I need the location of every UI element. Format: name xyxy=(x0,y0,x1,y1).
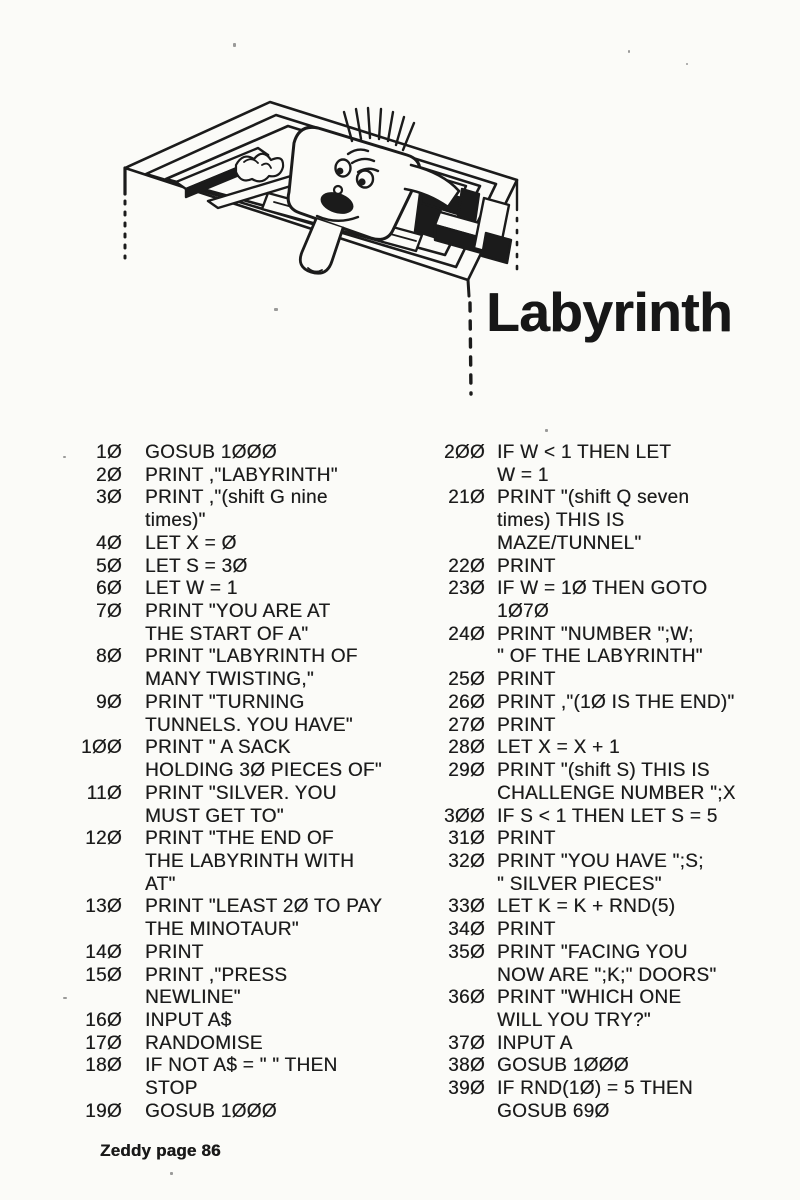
code-row xyxy=(420,1010,736,1033)
line-number xyxy=(60,806,122,829)
line-number: 3ØØ xyxy=(443,805,485,827)
code-row xyxy=(420,896,736,919)
line-number xyxy=(60,874,122,897)
code-text: IF NOT A$ = " " THEN xyxy=(145,1055,338,1077)
code-text: times)" xyxy=(145,510,206,532)
code-row xyxy=(60,896,382,919)
line-number xyxy=(60,919,122,942)
code-text: PRINT " A SACK xyxy=(145,737,291,759)
code-text: PRINT xyxy=(497,555,556,577)
code-row xyxy=(60,1078,382,1101)
code-row xyxy=(60,737,382,760)
code-text: GOSUB 1ØØØ xyxy=(145,1100,277,1122)
code-text: LET S = 3Ø xyxy=(145,555,248,577)
code-row xyxy=(420,487,736,510)
line-number xyxy=(420,533,485,556)
code-text: INPUT A xyxy=(497,1032,573,1054)
code-row xyxy=(60,556,382,579)
line-number xyxy=(420,965,485,988)
code-row xyxy=(420,692,736,715)
code-row xyxy=(420,556,736,579)
code-row xyxy=(60,828,382,851)
line-number: 32Ø xyxy=(448,850,485,872)
code-text: " OF THE LABYRINTH" xyxy=(497,646,703,668)
code-text: PRINT xyxy=(497,714,556,736)
code-row xyxy=(420,783,736,806)
code-row xyxy=(420,465,736,488)
code-row xyxy=(420,1033,736,1056)
code-text: PRINT "YOU HAVE ";S; xyxy=(497,850,704,872)
code-text: PRINT xyxy=(497,919,556,941)
code-row xyxy=(60,442,382,465)
code-text: THE MINOTAUR" xyxy=(145,919,299,941)
code-row xyxy=(420,760,736,783)
code-text: GOSUB 1ØØØ xyxy=(497,1055,629,1077)
line-number: 4Ø xyxy=(96,532,122,554)
code-row xyxy=(420,646,736,669)
code-row xyxy=(420,942,736,965)
code-row xyxy=(60,601,382,624)
code-text: RANDOMISE xyxy=(145,1032,263,1054)
scan-speck xyxy=(545,429,548,432)
line-number xyxy=(420,465,485,488)
code-row xyxy=(60,1010,382,1033)
line-number: 19Ø xyxy=(85,1100,122,1122)
page-footer: Zeddy page 86 xyxy=(100,1141,221,1160)
code-row xyxy=(60,987,382,1010)
line-number: 27Ø xyxy=(448,714,485,736)
code-text: PRINT "SILVER. YOU xyxy=(145,782,337,804)
code-text: PRINT "TURNING xyxy=(145,691,305,713)
code-row xyxy=(60,1101,382,1124)
code-text: PRINT "THE END OF xyxy=(145,828,334,850)
code-text: MANY TWISTING," xyxy=(145,669,314,691)
line-number: 39Ø xyxy=(448,1078,485,1100)
code-row xyxy=(420,828,736,851)
code-row xyxy=(60,669,382,692)
code-row xyxy=(60,806,382,829)
code-row xyxy=(60,624,382,647)
scan-speck xyxy=(63,997,67,999)
code-row xyxy=(60,533,382,556)
line-number: 29Ø xyxy=(448,760,485,782)
code-text: LET X = Ø xyxy=(145,532,237,554)
line-number: 15Ø xyxy=(85,964,122,986)
line-number xyxy=(60,987,122,1010)
code-text: GOSUB 69Ø xyxy=(497,1100,610,1122)
code-row xyxy=(420,919,736,942)
code-row xyxy=(420,715,736,738)
code-row xyxy=(60,1033,382,1056)
line-number xyxy=(420,874,485,897)
line-number: 36Ø xyxy=(448,987,485,1009)
code-row xyxy=(60,760,382,783)
code-row xyxy=(420,851,736,874)
code-row xyxy=(60,487,382,510)
line-number xyxy=(60,624,122,647)
line-number: 16Ø xyxy=(85,1009,122,1031)
line-number: 6Ø xyxy=(96,578,122,600)
code-row xyxy=(420,987,736,1010)
code-text: MUST GET TO" xyxy=(145,805,284,827)
line-number xyxy=(60,760,122,783)
line-number: 2ØØ xyxy=(443,442,485,463)
line-number xyxy=(420,510,485,533)
code-text: PRINT xyxy=(497,669,556,691)
line-number xyxy=(60,1078,122,1101)
scan-speck xyxy=(170,1172,173,1175)
code-text: PRINT "LEAST 2Ø TO PAY xyxy=(145,896,383,918)
code-text: PRINT ,"(shift G nine xyxy=(145,487,328,509)
line-number: 35Ø xyxy=(448,941,485,963)
code-row xyxy=(420,669,736,692)
scan-speck xyxy=(63,456,66,458)
code-text: LET W = 1 xyxy=(145,578,238,600)
line-number: 7Ø xyxy=(96,601,122,623)
code-text: PRINT "YOU ARE AT xyxy=(145,601,331,623)
code-text: LET K = K + RND(5) xyxy=(497,896,676,918)
line-number: 38Ø xyxy=(448,1055,485,1077)
code-text: WILL YOU TRY?" xyxy=(497,1009,651,1031)
line-number: 3Ø xyxy=(96,487,122,509)
code-text: STOP xyxy=(145,1078,198,1100)
line-number: 26Ø xyxy=(448,691,485,713)
code-row xyxy=(420,737,736,760)
code-row xyxy=(60,578,382,601)
line-number: 31Ø xyxy=(448,828,485,850)
code-column-right xyxy=(420,442,736,1124)
line-number: 22Ø xyxy=(448,555,485,577)
code-text: NEWLINE" xyxy=(145,987,241,1009)
code-text: IF RND(1Ø) = 5 THEN xyxy=(497,1078,693,1100)
line-number: 34Ø xyxy=(448,919,485,941)
code-text: MAZE/TUNNEL" xyxy=(497,532,642,554)
line-number xyxy=(420,1010,485,1033)
line-number: 8Ø xyxy=(96,646,122,668)
line-number: 17Ø xyxy=(85,1032,122,1054)
code-text: LET X = X + 1 xyxy=(497,737,620,759)
code-text: IF W = 1Ø THEN GOTO xyxy=(497,578,708,600)
line-number: 23Ø xyxy=(448,578,485,600)
code-text: PRINT xyxy=(145,941,204,963)
code-text: PRINT xyxy=(497,828,556,850)
line-number: 2Ø xyxy=(96,464,122,486)
code-text: times) THIS IS xyxy=(497,510,625,532)
code-text: HOLDING 3Ø PIECES OF" xyxy=(145,760,382,782)
line-number: 33Ø xyxy=(448,896,485,918)
code-text: TUNNELS. YOU HAVE" xyxy=(145,714,353,736)
code-row xyxy=(420,533,736,556)
code-text: PRINT "WHICH ONE xyxy=(497,987,682,1009)
code-row xyxy=(420,1101,736,1124)
maze-creature-illustration-icon xyxy=(90,62,560,402)
code-row xyxy=(420,1055,736,1078)
line-number: 28Ø xyxy=(448,737,485,759)
code-row xyxy=(60,465,382,488)
code-text: IF W < 1 THEN LET xyxy=(497,442,672,463)
code-row xyxy=(420,1078,736,1101)
page-title: Labyrinth xyxy=(486,281,733,343)
line-number: 13Ø xyxy=(85,896,122,918)
line-number xyxy=(420,783,485,806)
code-row xyxy=(60,692,382,715)
code-text: W = 1 xyxy=(497,464,549,486)
line-number: 12Ø xyxy=(85,828,122,850)
code-row xyxy=(420,874,736,897)
line-number: 11Ø xyxy=(86,782,122,804)
code-text: NOW ARE ";K;" DOORS" xyxy=(497,964,717,986)
line-number xyxy=(420,646,485,669)
code-text: PRINT ,"(1Ø IS THE END)" xyxy=(497,691,735,713)
scan-speck xyxy=(274,308,278,311)
line-number: 18Ø xyxy=(85,1055,122,1077)
code-row xyxy=(420,806,736,829)
code-row xyxy=(420,510,736,533)
code-row xyxy=(60,646,382,669)
line-number xyxy=(60,851,122,874)
code-text: 1Ø7Ø xyxy=(497,601,549,623)
line-number: 24Ø xyxy=(448,623,485,645)
code-text: PRINT "FACING YOU xyxy=(497,941,688,963)
code-text: THE START OF A" xyxy=(145,623,309,645)
scan-speck xyxy=(686,63,688,65)
code-row xyxy=(60,965,382,988)
code-text: PRINT "(shift Q seven xyxy=(497,487,690,509)
code-row xyxy=(60,851,382,874)
code-text: INPUT A$ xyxy=(145,1009,232,1031)
code-row xyxy=(60,1055,382,1078)
code-text: THE LABYRINTH WITH xyxy=(145,850,355,872)
code-text: AT" xyxy=(145,873,176,895)
code-row xyxy=(420,624,736,647)
line-number xyxy=(420,1101,485,1124)
line-number: 9Ø xyxy=(96,691,122,713)
code-text: GOSUB 1ØØØ xyxy=(145,442,277,463)
code-row xyxy=(60,874,382,897)
line-number xyxy=(420,601,485,624)
code-text: PRINT "NUMBER ";W; xyxy=(497,623,694,645)
line-number xyxy=(60,510,122,533)
line-number: 14Ø xyxy=(85,941,122,963)
line-number xyxy=(60,715,122,738)
code-row xyxy=(60,510,382,533)
code-text: PRINT ,"LABYRINTH" xyxy=(145,464,338,486)
line-number: 21Ø xyxy=(448,487,485,509)
code-row xyxy=(60,942,382,965)
code-row xyxy=(60,919,382,942)
code-row xyxy=(60,783,382,806)
scan-speck xyxy=(233,43,236,47)
code-row xyxy=(420,601,736,624)
code-column-left xyxy=(60,442,382,1124)
code-row xyxy=(420,442,736,465)
line-number: 1Ø xyxy=(96,442,122,463)
code-text: " SILVER PIECES" xyxy=(497,873,662,895)
code-text: PRINT "(shift S) THIS IS xyxy=(497,760,710,782)
line-number: 5Ø xyxy=(96,555,122,577)
code-row xyxy=(420,965,736,988)
line-number: 37Ø xyxy=(448,1032,485,1054)
code-row xyxy=(420,578,736,601)
code-text: PRINT ,"PRESS xyxy=(145,964,288,986)
line-number xyxy=(60,669,122,692)
code-row xyxy=(60,715,382,738)
scan-speck xyxy=(628,50,630,53)
code-text: IF S < 1 THEN LET S = 5 xyxy=(497,805,718,827)
code-text: PRINT "LABYRINTH OF xyxy=(145,646,358,668)
line-number: 25Ø xyxy=(448,669,485,691)
code-text: CHALLENGE NUMBER ";X xyxy=(497,782,736,804)
line-number: 1ØØ xyxy=(80,737,122,759)
